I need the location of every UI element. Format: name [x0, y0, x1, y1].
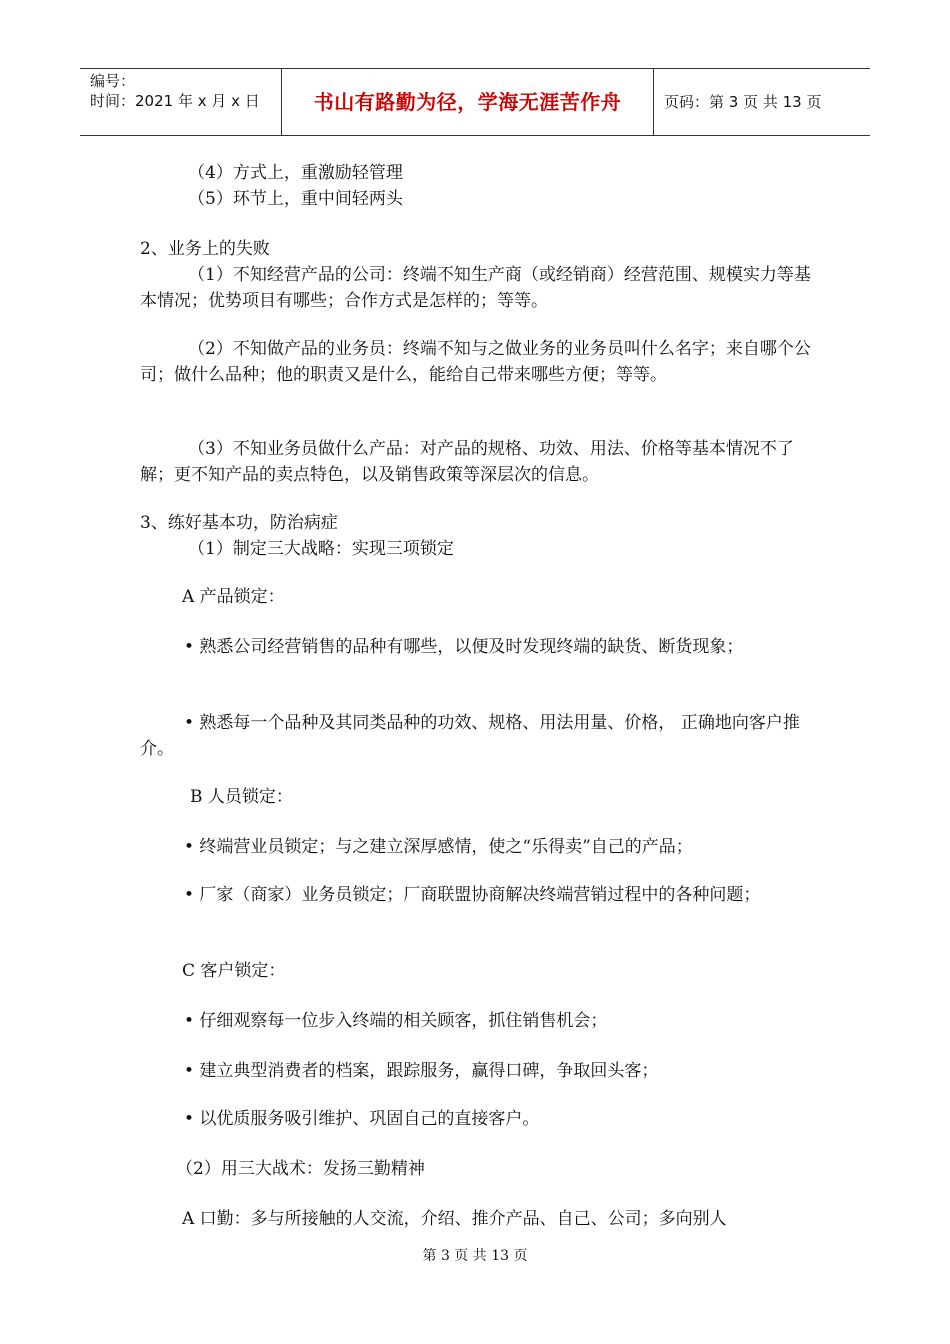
bullet-item: • 厂家（商家）业务员锁定；厂商联盟协商解决终端营销过程中的各种问题； [184, 885, 761, 905]
section-heading: 2、业务上的失败 [140, 239, 270, 259]
paragraph: （4）方式上，重激励轻管理 [188, 163, 403, 183]
paragraph: （1）制定三大战略：实现三项锁定 [188, 539, 454, 559]
paragraph: （3）不知业务员做什么产品：对产品的规格、功效、用法、价格等基本情况不了解；更不知产品的卖点特色，以及销售政策等深层次的信息。 [140, 439, 794, 485]
bullet-item: • 建立典型消费者的档案，跟踪服务，赢得口碑，争取回头客； [184, 1061, 659, 1081]
paragraph: A 口勤：多与所接触的人交流，介绍、推介产品、自己、公司；多向别人 [182, 1209, 727, 1229]
bullet-item: • 熟悉公司经营销售的品种有哪些，以便及时发现终端的缺货、断货现象； [184, 637, 744, 657]
bullet-item: • 仔细观察每一位步入终端的相关顾客，抓住销售机会； [184, 1011, 608, 1031]
paragraph: （5）环节上，重中间轻两头 [188, 189, 403, 209]
subheading: （2）用三大战术：发扬三勤精神 [176, 1159, 425, 1179]
page-header [80, 68, 870, 136]
bullet-item: • 终端营业员锁定；与之建立深厚感情，使之“乐得卖”自己的产品； [184, 837, 693, 857]
bullet-item: • 熟悉每一个品种及其同类品种的功效、规格、用法用量、价格， 正确地向客户推介。 [140, 713, 800, 759]
bullet-item: • 以优质服务吸引维护、巩固自己的直接客户。 [184, 1109, 540, 1129]
page-footer: 第 3 页 共 13 页 [422, 1248, 528, 1264]
subheading: A 产品锁定： [182, 587, 285, 607]
header-motto: 书山有路勤为径，学海无涯苦作舟 [282, 69, 654, 135]
header-number-label: 编号： [90, 72, 136, 90]
header-time-label: 时间：2021 年 x 月 x 日 [90, 92, 260, 110]
header-meta [80, 69, 282, 135]
section-heading: 3、练好基本功，防治病症 [140, 513, 338, 533]
header-page-info: 页码：第 3 页 共 13 页 [664, 93, 822, 111]
paragraph: （2）不知做产品的业务员：终端不知与之做业务的业务员叫什么名字；来自哪个公司；做什么品种；他的职责又是什么，能给自己带来哪些方便；等等。 [140, 339, 811, 385]
subheading: C 客户锁定： [182, 961, 286, 981]
subheading: B 人员锁定： [190, 787, 293, 807]
paragraph: （1）不知经营产品的公司：终端不知生产商（或经销商）经营范围、规模实力等基本情况；优势项目有哪些；合作方式是怎样的；等等。 [140, 265, 811, 311]
